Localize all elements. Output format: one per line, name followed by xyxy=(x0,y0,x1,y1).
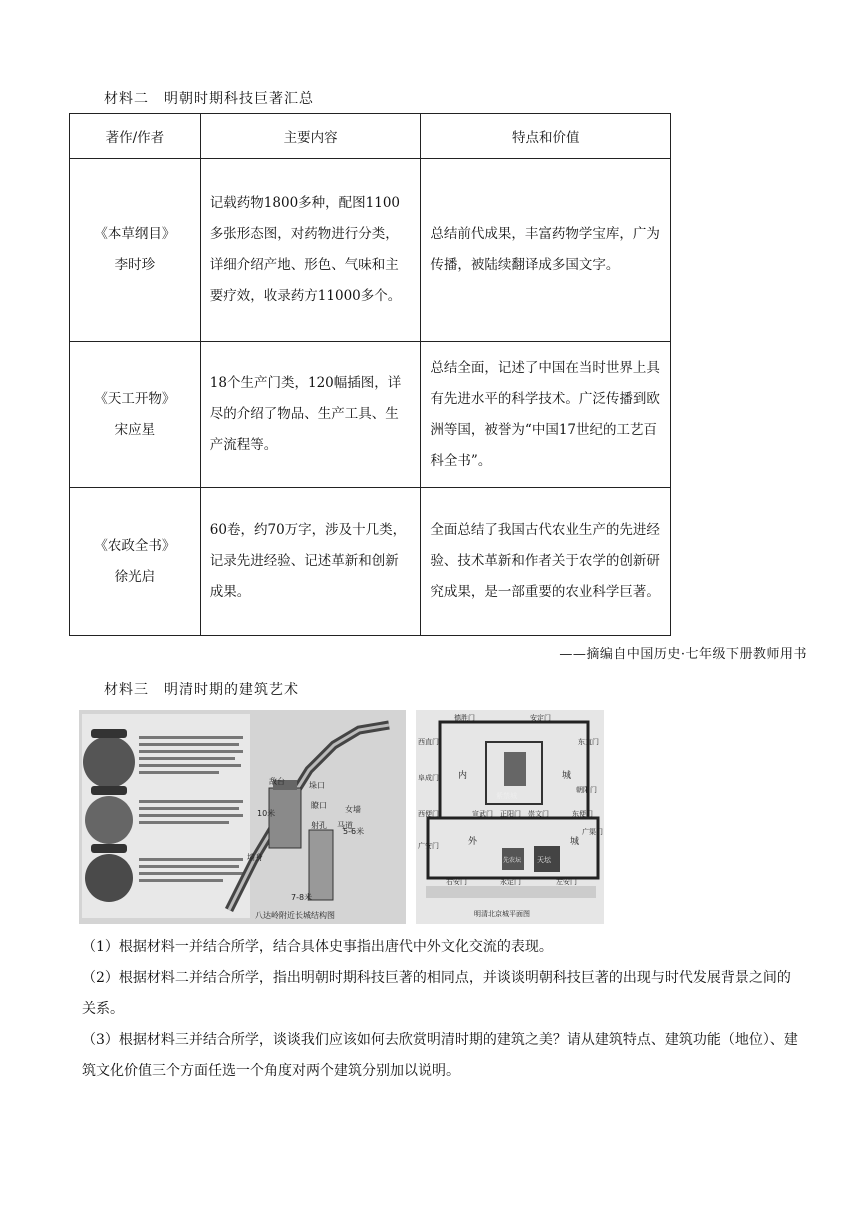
map-label: 永定门 xyxy=(500,878,521,886)
question-2: （2）根据材料二并结合所学，指出明朝时期科技巨著的相同点，并谈谈明朝科技巨著的出现与时代发展背景之间的关系。 xyxy=(82,970,791,1017)
map-label: 外 xyxy=(468,837,478,847)
map-label: 安定门 xyxy=(530,714,551,722)
map-label: 紫禁城 xyxy=(496,792,517,800)
content-cell: 18个生产门类，120幅插图，详尽的介绍了物品、生产工具、生产流程等。 xyxy=(200,342,421,488)
wall-label: 墙身 xyxy=(247,853,263,862)
wall-caption: 八达岭附近长城结构图 xyxy=(255,911,335,920)
question-3: （3）根据材料三并结合所学，谈谈我们应该如何去欣赏明清时期的建筑之美？请从建筑特点、建筑功能（地位）、建筑文化价值三个方面任选一个角度对两个建筑分别加以说明。 xyxy=(82,1032,798,1079)
table-row xyxy=(70,159,671,342)
map-label: 德胜门 xyxy=(454,714,475,722)
wall-label: 女墙 xyxy=(345,805,361,814)
map-label: 城 xyxy=(562,771,572,781)
source-citation: ——摘编自中国历史·七年级下册教师用书 xyxy=(559,647,807,662)
map-label: 阜成门 xyxy=(418,774,439,782)
work-author-cell xyxy=(70,488,201,636)
map-label: 朝阳门 xyxy=(576,786,597,794)
column-header: 主要内容 xyxy=(200,114,421,159)
map-label: 崇文门 xyxy=(528,810,549,818)
table-row xyxy=(70,342,671,488)
wall-label: 敌台 xyxy=(269,777,285,786)
question-1: （1）根据材料一并结合所学，结合具体史事指出唐代中外文化交流的表现。 xyxy=(82,939,553,955)
material2-heading: 材料二 明朝时期科技巨著汇总 xyxy=(104,91,314,107)
wall-label: 射孔 xyxy=(311,821,327,830)
map-label: 东直门 xyxy=(578,738,599,746)
map-label: 内 xyxy=(458,771,468,781)
map-label: 东便门 xyxy=(572,810,593,818)
map-label: 西便门 xyxy=(418,810,439,818)
value-cell: 总结全面，记述了中国在当时世界上具有先进水平的科学技术。广泛传播到欧洲等国，被誉为“中国17世纪的工艺百科全书”。 xyxy=(421,342,671,488)
value-cell: 全面总结了我国古代农业生产的先进经验、技术革新和作者关于农学的创新研究成果，是一部重要的农业科学巨著。 xyxy=(421,488,671,636)
work-author-cell xyxy=(70,159,201,342)
content-cell: 记载药物1800多种，配图1100多张形态图，对药物进行分类，详细介绍产地、形色、气味和主要疗效，收录药方11000多个。 xyxy=(200,159,421,342)
table-header-row xyxy=(70,114,671,159)
map-label: 宣武门 xyxy=(472,810,493,818)
table-row xyxy=(70,488,671,636)
map-label: 正阳门 xyxy=(500,810,521,818)
wall-label: 瞭口 xyxy=(311,801,327,810)
work-author-cell xyxy=(70,342,201,488)
work-title: 《本草纲目》 xyxy=(94,226,176,242)
map-label: 西直门 xyxy=(418,738,439,746)
map-label: 城 xyxy=(570,837,580,847)
works-table xyxy=(69,113,671,636)
map-caption: 明清北京城平面图 xyxy=(474,910,530,918)
author-name: 宋应星 xyxy=(114,421,156,438)
map-label: 天坛 xyxy=(537,856,551,864)
map-label: 右安门 xyxy=(446,878,467,886)
content-cell: 60卷，约70万字，涉及十几类，记录先进经验、记述革新和创新成果。 xyxy=(200,488,421,636)
map-label: 广安门 xyxy=(418,842,439,850)
value-cell: 总结前代成果，丰富药物学宝库，广为传播，被陆续翻译成多国文字。 xyxy=(421,159,671,342)
author-name: 李时珍 xyxy=(114,257,156,273)
map-label: 广渠门 xyxy=(582,828,603,836)
wall-label: 马道 xyxy=(337,821,353,830)
wall-label: 垛口 xyxy=(309,781,325,790)
map-label: 先农坛 xyxy=(503,857,522,864)
work-title: 《农政全书》 xyxy=(94,537,176,554)
author-name: 徐光启 xyxy=(114,568,156,585)
wall-label: 10米 xyxy=(257,809,276,818)
work-title: 《天工开物》 xyxy=(94,390,176,407)
wall-label: 7-8米 xyxy=(291,893,313,902)
column-header: 特点和价值 xyxy=(421,114,671,159)
material3-heading: 材料三 明清时期的建筑艺术 xyxy=(104,682,299,698)
map-label: 左安门 xyxy=(556,878,577,886)
beijing-map-figure xyxy=(416,710,604,924)
column-header: 著作/作者 xyxy=(70,114,201,159)
wall-label: 5-6米 xyxy=(343,827,365,836)
great-wall-figure xyxy=(79,710,406,924)
